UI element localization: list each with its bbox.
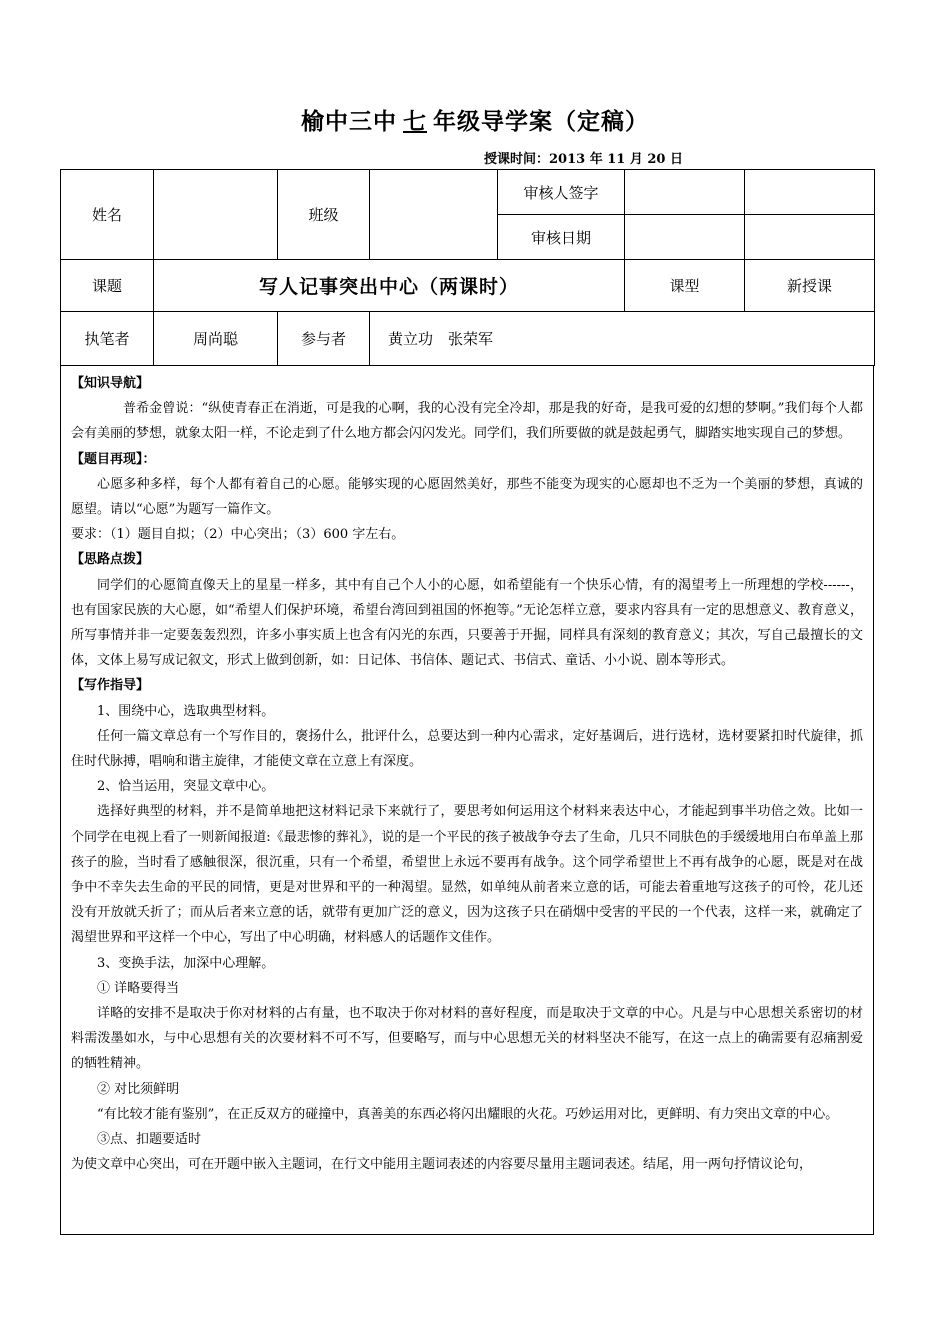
author-value: 周尚聪 <box>154 312 278 366</box>
paragraph: 任何一篇文章总有一个写作目的，褒扬什么，批评什么，总要达到一种内心需求，定好基调后，进行选材，选材要紧扣时代旋律，抓住时代脉搏，唱响和谐主旋律，才能使文章在立意上有深度。 <box>71 728 863 770</box>
topic-value: 写人记事突出中心（两课时） <box>154 260 625 312</box>
paragraph: 选择好典型的材料，并不是简单地把这材料记录下来就行了，要思考如何运用这个材料来表达中心，才能起到事半功倍之效。比如一个同学在电视上看了一则新闻报道:《最悲惨的葬礼》，说的是一个平民的孩子被战争夺去了生命，几只不同肤色的手缓缓地用白布单盖上那孩子的脸，当时看了感触很深，很沉重，只有一个希望，希望世上永远不要再有战争。这个同学希望世上不再有战争的心愿，既是对在战争中不幸失去生命的平民的同情，更是对世界和平的一种渴望。显然，如单纯从前者来立意的话，可能去着重地写这孩子的可怜，花儿还没有开放就夭折了；而从后者来立意的话，就带有更加广泛的意义，因为这孩子只在硝烟中受害的平民的一个代表，这样一来，就确定了渴望世界和平这样一个中心，写出了中心明确，材料感人的话题作文佳作。 <box>71 804 863 946</box>
subheading: 1、围绕中心，选取典型材料。 <box>97 703 275 719</box>
reviewer-sign-label: 审核人签字 <box>498 170 625 215</box>
sub-subheading: ③点、扣题要适时 <box>97 1132 202 1148</box>
reviewer-sign-field[interactable] <box>625 170 745 215</box>
info-table <box>60 169 875 366</box>
lesson-type-label: 课型 <box>625 260 745 312</box>
title-prefix: 榆中三中 <box>301 109 397 135</box>
requirements: 要求：（1）题目自拟；（2）中心突出；（3）600 字左右。 <box>71 527 405 543</box>
sub-subheading: ① 详略要得当 <box>97 980 180 996</box>
paragraph: 详略的安排不是取决于你对材料的占有量，也不取决于你对材料的喜好程度，而是取决于文章的中心。凡是与中心思想关系密切的材料需泼墨如水，与中心思想有关的次要材料不可不写，但要略写，而与中心思想无关的材料坚决不能写，在这一点上的确需要有忍痛割爱的牺牲精神。 <box>71 1006 863 1072</box>
content-body <box>60 365 874 1235</box>
name-field[interactable] <box>154 170 278 260</box>
paragraph: 为使文章中心突出，可在开题中嵌入主题词，在行文中能用主题词表述的内容要尽量用主题词表述。结尾，用一两句抒情议论句， <box>71 1157 813 1173</box>
paragraph: 普希金曾说：“纵使青春正在消逝，可是我的心啊，我的心没有完全冷却，那是我的好奇，是我可爱的幻想的梦啊。”我们每个人都会有美丽的梦想，就象太阳一样，不论走到了什么地方都会闪闪发光。同学们，我们所要做的就是鼓起勇气，脚踏实地实现自己的梦想。 <box>71 401 863 442</box>
participants-label: 参与者 <box>278 312 370 366</box>
subheading: 2、恰当运用，突显文章中心。 <box>97 779 275 795</box>
subheading: 3、变换手法，加深中心理解。 <box>97 955 275 971</box>
topic-label: 课题 <box>61 260 154 312</box>
paragraph: “有比较才能有鉴别”，在正反双方的碰撞中，真善美的东西必将闪出耀眼的火花。巧妙运用对比，更鲜明、有力突出文章的中心。 <box>97 1106 839 1122</box>
participants-value: 黄立功 张荣军 <box>370 312 875 366</box>
review-date-extra <box>745 215 875 260</box>
lesson-type-value: 新授课 <box>745 260 875 312</box>
review-date-label: 审核日期 <box>498 215 625 260</box>
section-title-guidance: 【写作指导】 <box>71 678 150 694</box>
paragraph: 心愿多种多样，每个人都有着自己的心愿。能够实现的心愿固然美好，那些不能变为现实的心愿却也不乏为一个美丽的梦想，真诚的愿望。请以“心愿”为题写一篇作文。 <box>71 476 863 518</box>
title-grade: 七 <box>403 109 427 135</box>
review-date-field[interactable] <box>625 215 745 260</box>
author-label: 执笔者 <box>61 312 154 366</box>
reviewer-sign-extra <box>745 170 875 215</box>
section-title-topic: 【题目再现】： <box>71 451 156 467</box>
lesson-date: 授课时间：2013 年 11 月 20 日 <box>484 152 683 167</box>
sub-subheading: ② 对比须鲜明 <box>97 1081 180 1097</box>
class-field[interactable] <box>370 170 498 260</box>
name-label: 姓名 <box>61 170 154 260</box>
paragraph: 同学们的心愿简直像天上的星星一样多，其中有自己个人小的心愿，如希望能有一个快乐心情，有的渴望考上一所理想的学校------，也有国家民族的大心愿，如“希望人们保护环境，希望台湾回到祖国的怀抱等。”无论怎样立意，要求内容具有一定的思想意义、教育意义，所写事情并非一定要轰轰烈烈，许多小事实质上也含有闪光的东西，只要善于开掘，同样具有深刻的教育意义；其次，写自己最擅长的文体，文体上易写成记叙文，形式上做到创新，如：日记体、书信体、题记式、书信式、童话、小小说、剧本等形式。 <box>71 577 863 669</box>
class-label: 班级 <box>278 170 370 260</box>
title-suffix: 年级导学案（定稿） <box>433 109 649 135</box>
section-title-knowledge: 【知识导航】 <box>71 376 150 391</box>
document-title <box>0 103 950 136</box>
section-title-ideas: 【思路点拨】 <box>71 552 150 568</box>
